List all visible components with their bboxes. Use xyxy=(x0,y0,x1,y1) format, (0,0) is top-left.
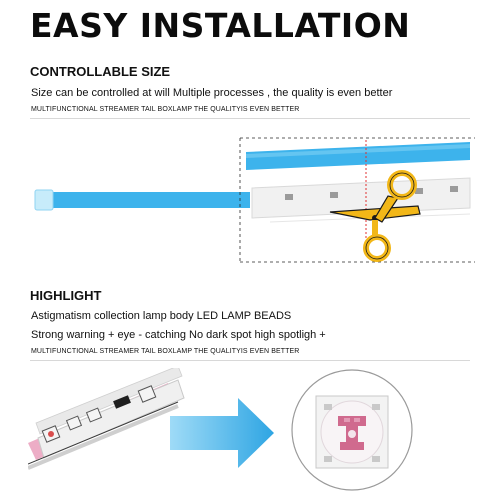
controllable-heading: CONTROLLABLE SIZE xyxy=(30,64,171,79)
page-title: EASY INSTALLATION xyxy=(30,6,411,45)
controllable-caption: MULTIFUNCTIONAL STREAMER TAIL BOXLAMP THE QUALITYIS EVEN BETTER xyxy=(31,106,300,113)
highlight-caption: MULTIFUNCTIONAL STREAMER TAIL BOXLAMP THE QUALITYIS EVEN BETTER xyxy=(31,348,300,355)
divider xyxy=(30,118,470,119)
led-strip-photo xyxy=(28,368,188,498)
highlight-line-2: Strong warning + eye - catching No dark spot high spotligh + xyxy=(31,329,326,341)
highlight-line-1: Astigmatism collection lamp body LED LAMP BEADS xyxy=(31,310,292,322)
led-chip-zoom xyxy=(292,370,412,490)
led-illustration xyxy=(28,368,488,498)
cut-illustration xyxy=(30,130,480,270)
led-chip-icon xyxy=(316,396,388,468)
blue-light-strip xyxy=(35,190,250,210)
divider xyxy=(30,360,470,361)
highlight-heading: HIGHLIGHT xyxy=(30,288,102,303)
controllable-description: Size can be controlled at will Multiple processes , the quality is even better xyxy=(31,87,393,99)
